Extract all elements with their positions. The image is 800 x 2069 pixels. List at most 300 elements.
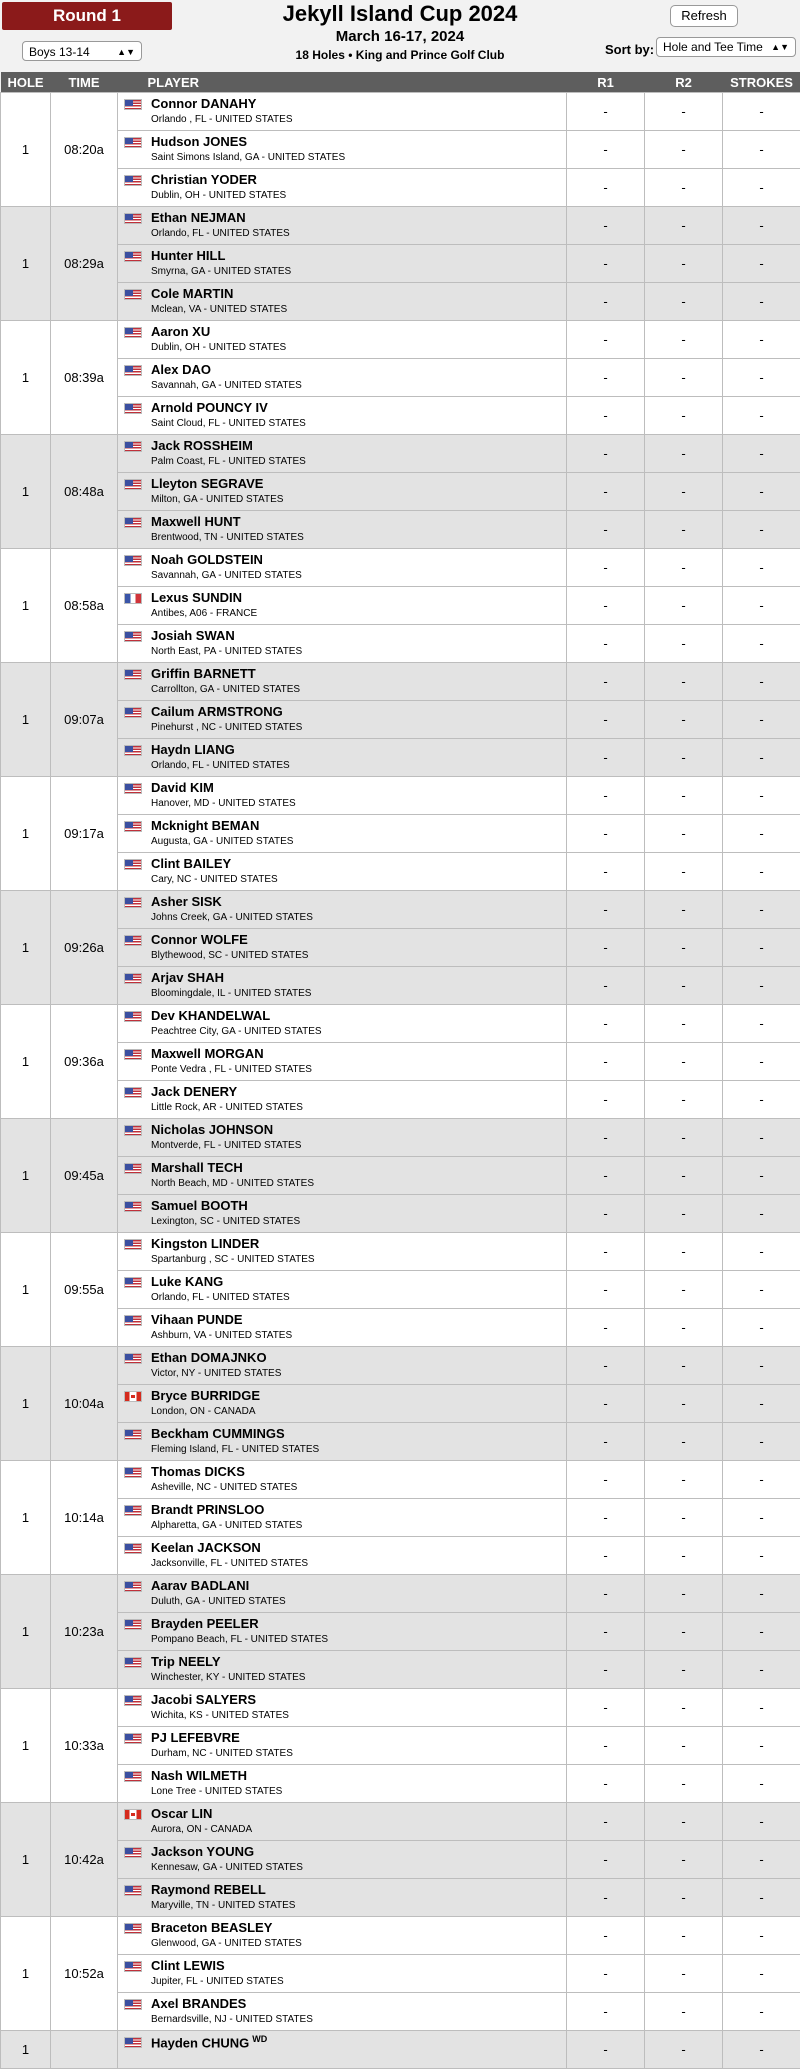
usa-flag-icon [124,821,142,832]
r1-score-cell: - [567,1347,645,1385]
strokes-cell: - [723,169,800,207]
player-cell[interactable] [118,1537,567,1575]
hole-cell: 1 [1,1575,51,1689]
table-row [1,359,800,397]
player-cell[interactable] [118,853,567,891]
player-name[interactable]: Kingston LINDER [151,1236,259,1251]
player-name[interactable]: Brandt PRINSLOO [151,1502,264,1517]
table-row [1,1917,800,1955]
r1-score-cell: - [567,283,645,321]
player-cell[interactable] [118,473,567,511]
player-name[interactable]: Marshall TECH [151,1160,243,1175]
hole-cell: 1 [1,435,51,549]
col-strokes[interactable]: STROKES [723,72,800,93]
player-name[interactable]: Connor DANAHY [151,96,256,111]
r1-score-cell: - [567,1195,645,1233]
tee-time-cell: 09:55a [51,1233,118,1347]
player-cell[interactable] [118,701,567,739]
r1-score-cell: - [567,1613,645,1651]
usa-flag-icon [124,1125,142,1136]
strokes-cell: - [723,1765,800,1803]
player-name-wrap [151,438,253,453]
strokes-cell: - [723,1955,800,1993]
player-cell[interactable] [118,435,567,473]
r1-score-cell: - [567,1803,645,1841]
player-location: London, ON - CANADA [151,1406,256,1417]
sort-select-value: Hole and Tee Time [663,40,763,54]
table-row [1,1385,800,1423]
r2-score-cell: - [645,701,723,739]
player-name[interactable]: Raymond REBELL [151,1882,266,1897]
r2-score-cell: - [645,739,723,777]
player-location: Cary, NC - UNITED STATES [151,874,278,885]
player-cell[interactable] [118,1765,567,1803]
hole-cell: 1 [1,1461,51,1575]
player-location: Winchester, KY - UNITED STATES [151,1672,305,1683]
player-cell[interactable] [118,1157,567,1195]
usa-flag-icon [124,1201,142,1212]
tee-time-cell: 10:33a [51,1689,118,1803]
player-name[interactable]: Vihaan PUNDE [151,1312,243,1327]
player-location: Palm Coast, FL - UNITED STATES [151,456,306,467]
player-cell[interactable] [118,245,567,283]
player-name[interactable]: Jacobi SALYERS [151,1692,256,1707]
tee-time-cell: 08:20a [51,93,118,207]
player-cell[interactable] [118,1917,567,1955]
player-name-wrap [151,704,283,719]
r2-score-cell: - [645,1841,723,1879]
usa-flag-icon [124,1543,142,1554]
r2-score-cell: - [645,1955,723,1993]
strokes-cell: - [723,1423,800,1461]
r2-score-cell: - [645,1879,723,1917]
player-name-wrap [151,1502,264,1517]
r2-score-cell: - [645,1689,723,1727]
r2-score-cell: - [645,1195,723,1233]
player-cell[interactable] [118,1233,567,1271]
player-location: North Beach, MD - UNITED STATES [151,1178,314,1189]
usa-flag-icon [124,1695,142,1706]
player-name-wrap [151,666,256,681]
player-name-wrap [151,134,247,149]
chevron-updown-icon: ▲▼ [771,38,789,57]
r1-score-cell: - [567,1309,645,1347]
player-cell[interactable] [118,2031,567,2069]
usa-flag-icon [124,1961,142,1972]
player-name[interactable]: Alex DAO [151,362,211,377]
r2-score-cell: - [645,321,723,359]
player-cell[interactable] [118,1955,567,1993]
hole-cell: 1 [1,1803,51,1917]
player-name[interactable]: PJ LEFEBVRE [151,1730,240,1745]
usa-flag-icon [124,251,142,262]
r2-score-cell: - [645,1119,723,1157]
r2-score-cell: - [645,283,723,321]
player-location: Durham, NC - UNITED STATES [151,1748,293,1759]
usa-flag-icon [124,1923,142,1934]
player-name[interactable]: Samuel BOOTH [151,1198,248,1213]
r2-score-cell: - [645,549,723,587]
usa-flag-icon [124,1315,142,1326]
player-cell[interactable] [118,1385,567,1423]
r1-score-cell: - [567,359,645,397]
r2-score-cell: - [645,1385,723,1423]
player-name-wrap [151,96,256,111]
col-time[interactable]: TIME [51,72,118,93]
table-row [1,1005,800,1043]
r1-score-cell: - [567,1651,645,1689]
player-name[interactable]: Dev KHANDELWAL [151,1008,270,1023]
r1-score-cell: - [567,1917,645,1955]
player-cell[interactable] [118,1841,567,1879]
tee-time-cell: 09:36a [51,1005,118,1119]
player-location: Savannah, GA - UNITED STATES [151,570,302,581]
sort-label: Sort by: [605,40,654,60]
r2-score-cell: - [645,625,723,663]
player-name[interactable]: Axel BRANDES [151,1996,246,2011]
player-name[interactable]: Brayden PEELER [151,1616,259,1631]
strokes-cell: - [723,587,800,625]
player-location: Little Rock, AR - UNITED STATES [151,1102,303,1113]
player-cell[interactable] [118,207,567,245]
player-cell[interactable] [118,1309,567,1347]
usa-flag-icon [124,1733,142,1744]
player-cell[interactable] [118,967,567,1005]
player-name[interactable]: Griffin BARNETT [151,666,256,681]
tee-time-cell: 10:23a [51,1575,118,1689]
player-name[interactable]: Bryce BURRIDGE [151,1388,260,1403]
player-cell[interactable] [118,93,567,131]
table-row [1,1765,800,1803]
player-location: Saint Cloud, FL - UNITED STATES [151,418,306,429]
player-location: Orlando , FL - UNITED STATES [151,114,293,125]
table-row [1,1803,800,1841]
table-row [1,169,800,207]
player-name-wrap [151,1578,249,1593]
usa-flag-icon [124,1619,142,1630]
r2-score-cell: - [645,1575,723,1613]
player-location: Brentwood, TN - UNITED STATES [151,532,304,543]
r2-score-cell: - [645,397,723,435]
r1-score-cell: - [567,1993,645,2031]
player-name[interactable]: Mcknight BEMAN [151,818,259,833]
strokes-cell: - [723,625,800,663]
player-name[interactable]: Arnold POUNCY IV [151,400,268,415]
player-location: Bernardsville, NJ - UNITED STATES [151,2014,313,2025]
r1-score-cell: - [567,435,645,473]
strokes-cell: - [723,967,800,1005]
player-name[interactable]: Thomas DICKS [151,1464,245,1479]
player-name-wrap [151,932,248,947]
strokes-cell: - [723,283,800,321]
player-cell[interactable] [118,1727,567,1765]
player-cell[interactable] [118,1689,567,1727]
tee-time-cell: 10:42a [51,1803,118,1917]
player-cell[interactable] [118,587,567,625]
r1-score-cell: - [567,1879,645,1917]
r1-score-cell: - [567,625,645,663]
table-row [1,397,800,435]
col-hole[interactable]: HOLE [1,72,51,93]
player-name[interactable]: Nash WILMETH [151,1768,247,1783]
player-cell[interactable] [118,1423,567,1461]
player-name-wrap [151,1084,237,1099]
player-cell[interactable] [118,1575,567,1613]
strokes-cell: - [723,245,800,283]
strokes-cell: - [723,1119,800,1157]
r2-score-cell: - [645,1271,723,1309]
tournament-title-block [200,1,600,64]
table-row [1,1955,800,1993]
player-cell[interactable] [118,625,567,663]
division-select[interactable] [22,41,142,61]
player-name[interactable]: Clint BAILEY [151,856,231,871]
player-location: Fleming Island, FL - UNITED STATES [151,1444,319,1455]
player-name[interactable]: Lleyton SEGRAVE [151,476,263,491]
r2-score-cell: - [645,1423,723,1461]
tee-time-cell: 08:48a [51,435,118,549]
strokes-cell: - [723,1651,800,1689]
round-tab[interactable]: Round 1 [2,2,172,30]
player-name[interactable]: Ethan NEJMAN [151,210,246,225]
table-row [1,1043,800,1081]
refresh-button[interactable]: Refresh [670,5,738,27]
player-cell[interactable] [118,1119,567,1157]
player-cell[interactable] [118,1879,567,1917]
player-name[interactable]: Jack ROSSHEIM [151,438,253,453]
player-location: Jacksonville, FL - UNITED STATES [151,1558,308,1569]
r1-score-cell: - [567,397,645,435]
usa-flag-icon [124,1163,142,1174]
player-location: North East, PA - UNITED STATES [151,646,302,657]
table-row [1,815,800,853]
player-cell[interactable] [118,663,567,701]
player-cell[interactable] [118,131,567,169]
player-location: Glenwood, GA - UNITED STATES [151,1938,302,1949]
r2-score-cell: - [645,473,723,511]
table-row [1,1119,800,1157]
player-name-wrap [151,1274,223,1289]
player-name[interactable]: Aaron XU [151,324,210,339]
player-name[interactable]: Hudson JONES [151,134,247,149]
player-name-wrap [151,1730,240,1745]
player-name[interactable]: Maxwell MORGAN [151,1046,264,1061]
player-name[interactable]: Lexus SUNDIN [151,590,242,605]
r2-score-cell: - [645,929,723,967]
player-name[interactable]: Aarav BADLANI [151,1578,249,1593]
player-cell[interactable] [118,1499,567,1537]
usa-flag-icon [124,1999,142,2010]
player-cell[interactable] [118,1803,567,1841]
table-row [1,473,800,511]
sort-select[interactable] [656,37,796,57]
player-name[interactable]: Arjav SHAH [151,970,224,985]
canada-flag-icon [124,1809,142,1820]
player-name[interactable]: Christian YODER [151,172,257,187]
strokes-cell: - [723,1879,800,1917]
r2-score-cell: - [645,245,723,283]
tee-time-cell: 10:52a [51,1917,118,2031]
player-name[interactable]: Noah GOLDSTEIN [151,552,263,567]
col-player[interactable]: PLAYER [118,72,567,93]
usa-flag-icon [124,859,142,870]
player-name-wrap [151,1236,259,1251]
strokes-cell: - [723,473,800,511]
player-cell[interactable] [118,549,567,587]
player-name[interactable]: Maxwell HUNT [151,514,241,529]
player-cell[interactable] [118,1043,567,1081]
tee-time-cell: 08:58a [51,549,118,663]
table-row [1,663,800,701]
player-location: Alpharetta, GA - UNITED STATES [151,1520,302,1531]
r2-score-cell: - [645,1043,723,1081]
player-cell[interactable] [118,1271,567,1309]
strokes-cell: - [723,1157,800,1195]
player-cell[interactable] [118,929,567,967]
player-name[interactable]: Hunter HILL [151,248,225,263]
player-cell[interactable] [118,1005,567,1043]
player-name[interactable]: Haydn LIANG [151,742,235,757]
player-location: Orlando, FL - UNITED STATES [151,1292,290,1303]
player-name[interactable]: Hayden CHUNG [151,2035,249,2050]
player-name[interactable]: David KIM [151,780,214,795]
player-name[interactable]: Jackson YOUNG [151,1844,254,1859]
player-cell[interactable] [118,169,567,207]
strokes-cell: - [723,397,800,435]
player-cell[interactable] [118,397,567,435]
strokes-cell: - [723,853,800,891]
player-cell[interactable] [118,1081,567,1119]
player-name[interactable]: Cailum ARMSTRONG [151,704,283,719]
r1-score-cell: - [567,1005,645,1043]
player-cell[interactable] [118,1613,567,1651]
player-name[interactable]: Connor WOLFE [151,932,248,947]
player-cell[interactable] [118,1347,567,1385]
strokes-cell: - [723,1613,800,1651]
tee-time-cell: 09:17a [51,777,118,891]
player-name[interactable]: Cole MARTIN [151,286,233,301]
r2-score-cell: - [645,891,723,929]
player-name[interactable]: Clint LEWIS [151,1958,225,1973]
usa-flag-icon [124,1011,142,1022]
player-name-wrap [151,856,231,871]
player-name-wrap [151,894,222,909]
tee-time-cell [51,2031,118,2069]
r1-score-cell: - [567,1537,645,1575]
hole-cell: 1 [1,321,51,435]
player-cell[interactable] [118,511,567,549]
player-location: Lexington, SC - UNITED STATES [151,1216,300,1227]
player-name[interactable]: Braceton BEASLEY [151,1920,272,1935]
col-r2[interactable]: R2 [645,72,723,93]
usa-flag-icon [124,175,142,186]
player-cell[interactable] [118,891,567,929]
r1-score-cell: - [567,587,645,625]
r2-score-cell: - [645,93,723,131]
usa-flag-icon [124,137,142,148]
player-name[interactable]: Luke KANG [151,1274,223,1289]
player-name[interactable]: Trip NEELY [151,1654,221,1669]
player-cell[interactable] [118,1651,567,1689]
strokes-cell: - [723,663,800,701]
player-location: Spartanburg , SC - UNITED STATES [151,1254,315,1265]
table-row [1,1841,800,1879]
player-name[interactable]: Oscar LIN [151,1806,212,1821]
col-r1[interactable]: R1 [567,72,645,93]
player-cell[interactable] [118,1993,567,2031]
usa-flag-icon [124,365,142,376]
hole-cell: 1 [1,1005,51,1119]
r1-score-cell: - [567,777,645,815]
r2-score-cell: - [645,1309,723,1347]
r1-score-cell: - [567,967,645,1005]
usa-flag-icon [124,2037,142,2048]
player-cell[interactable] [118,321,567,359]
player-name-wrap [151,286,233,301]
r1-score-cell: - [567,131,645,169]
strokes-cell: - [723,1271,800,1309]
r2-score-cell: - [645,587,723,625]
hole-cell: 1 [1,891,51,1005]
r1-score-cell: - [567,815,645,853]
player-name-wrap [151,1198,248,1213]
player-name[interactable]: Nicholas JOHNSON [151,1122,273,1137]
strokes-cell: - [723,1385,800,1423]
strokes-cell: - [723,321,800,359]
player-location: Montverde, FL - UNITED STATES [151,1140,301,1151]
player-name-wrap [151,1388,260,1403]
player-cell[interactable] [118,739,567,777]
player-name-wrap [151,1768,247,1783]
usa-flag-icon [124,1847,142,1858]
r1-score-cell: - [567,473,645,511]
player-name-wrap [151,1046,264,1061]
usa-flag-icon [124,935,142,946]
player-name-wrap [151,1160,243,1175]
r1-score-cell: - [567,511,645,549]
player-location: Duluth, GA - UNITED STATES [151,1596,286,1607]
player-name[interactable]: Keelan JACKSON [151,1540,261,1555]
player-location: Bloomingdale, IL - UNITED STATES [151,988,311,999]
player-name[interactable]: Beckham CUMMINGS [151,1426,285,1441]
player-cell[interactable] [118,283,567,321]
player-name[interactable]: Ethan DOMAJNKO [151,1350,267,1365]
player-location: Ashburn, VA - UNITED STATES [151,1330,292,1341]
player-name[interactable]: Asher SISK [151,894,222,909]
tournament-title: Jekyll Island Cup 2024 [200,1,600,27]
player-name-wrap [151,362,211,377]
player-cell[interactable] [118,359,567,397]
player-cell[interactable] [118,1461,567,1499]
player-cell[interactable] [118,815,567,853]
player-name-wrap [151,400,268,415]
player-name[interactable]: Josiah SWAN [151,628,235,643]
usa-flag-icon [124,783,142,794]
r1-score-cell: - [567,739,645,777]
strokes-cell: - [723,701,800,739]
strokes-cell: - [723,815,800,853]
hole-cell: 1 [1,1119,51,1233]
player-name[interactable]: Jack DENERY [151,1084,237,1099]
player-name-wrap [151,1122,273,1137]
strokes-cell: - [723,1233,800,1271]
player-cell[interactable] [118,777,567,815]
player-cell[interactable] [118,1195,567,1233]
r2-score-cell: - [645,1765,723,1803]
r1-score-cell: - [567,2031,645,2069]
usa-flag-icon [124,745,142,756]
r1-score-cell: - [567,1461,645,1499]
